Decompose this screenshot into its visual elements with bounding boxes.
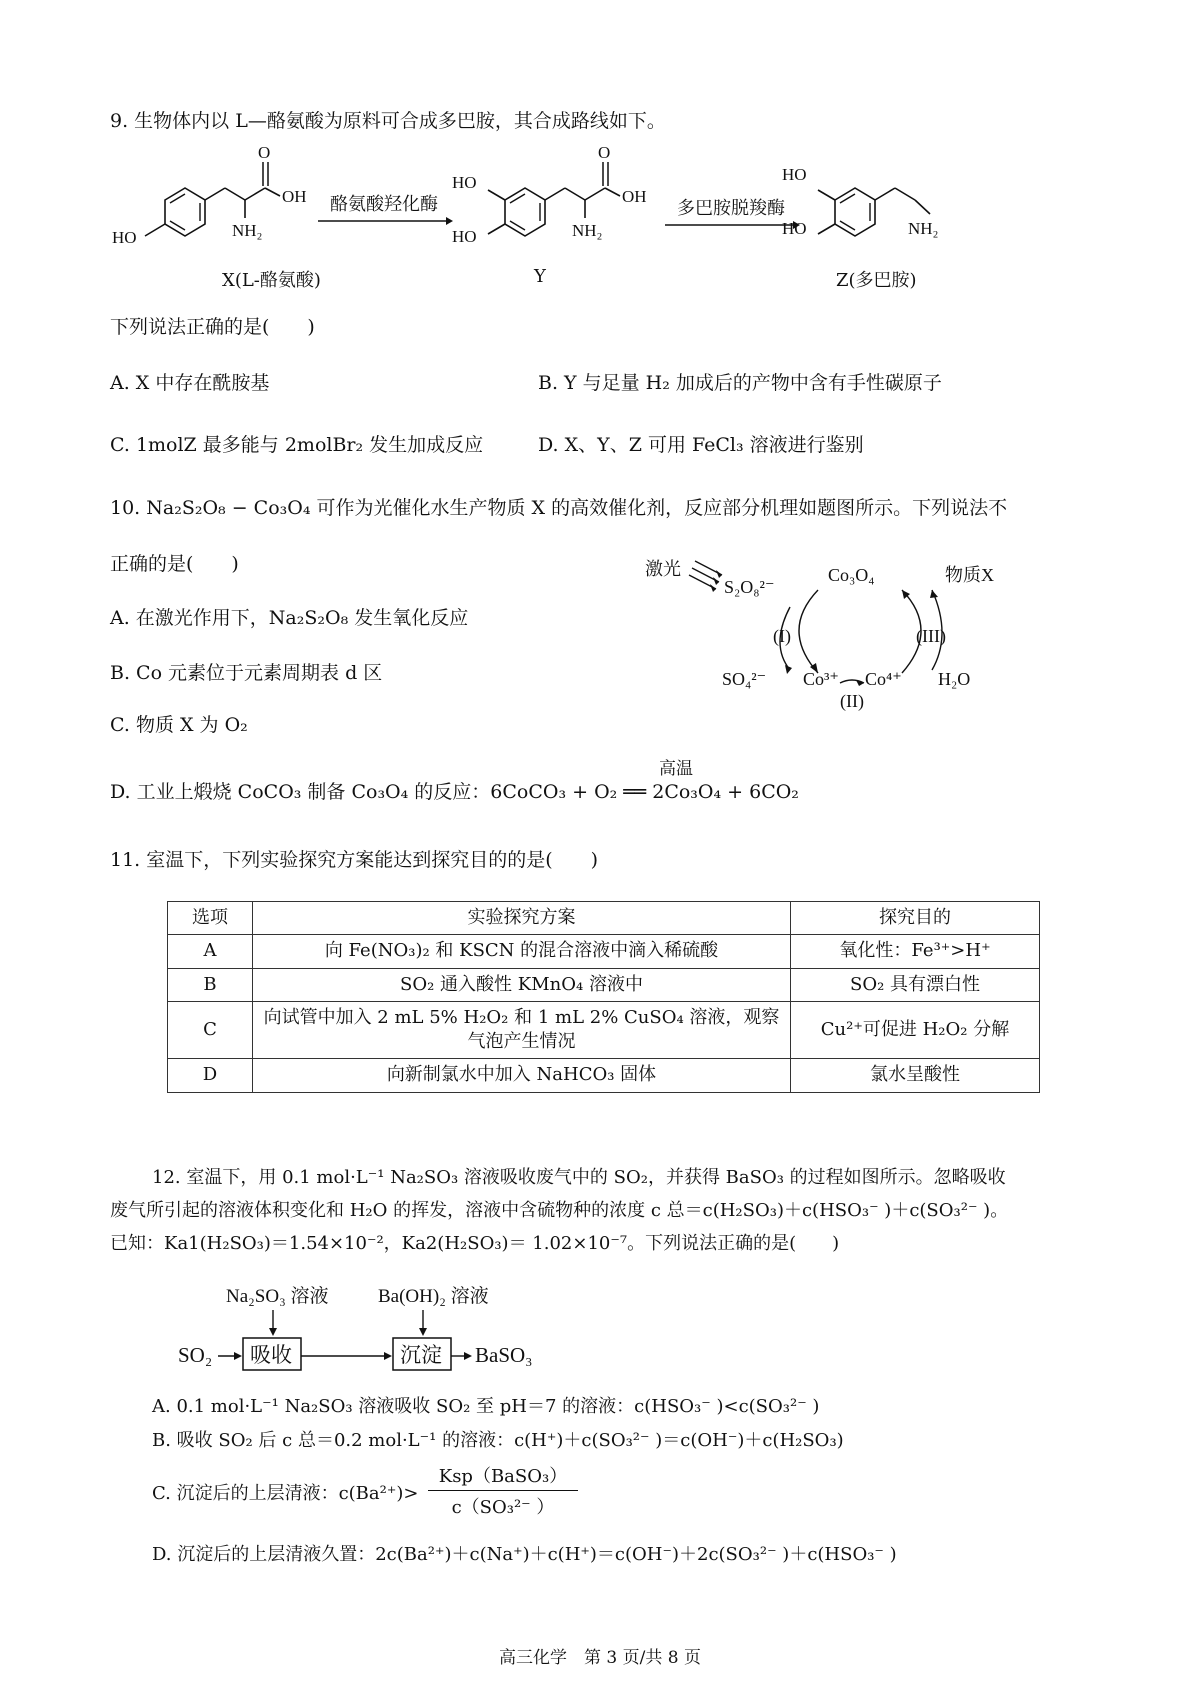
q12-option-b: B. 吸收 SO₂ 后 c 总＝0.2 mol·L⁻¹ 的溶液：c(H⁺)＋c(SO₃²⁻ )＝c(OH⁻)＋c(H₂SO₃) — [152, 1430, 844, 1451]
page-footer: 高三化学 第 3 页/共 8 页 — [499, 1648, 701, 1668]
z-nh2: NH₂ — [908, 219, 939, 238]
q12-option-c — [152, 1479, 418, 1505]
fraction-numerator: Ksp（BaSO₃） — [428, 1462, 578, 1491]
q12-option-c-prefix: C. 沉淀后的上层清液：c(Ba²⁺)> — [152, 1483, 419, 1504]
so2-label: SO₂ — [178, 1343, 213, 1367]
step3-label: (III) — [916, 626, 946, 646]
q9-option-d: D. X、Y、Z 可用 FeCl₃ 溶液进行鉴别 — [538, 434, 864, 456]
step1-label: (I) — [773, 626, 791, 646]
header-option: 选项 — [168, 902, 253, 935]
row-a-scheme: 向 Fe(NO₃)₂ 和 KSCN 的混合溶液中滴入稀硫酸 — [253, 935, 791, 968]
x-nh2: NH₂ — [232, 221, 263, 240]
h2o-label: H₂O — [938, 669, 971, 689]
q10-condition-label: 高温 — [659, 759, 693, 779]
z-ho-bottom: HO — [782, 219, 807, 238]
y-ho-bottom: HO — [452, 227, 477, 246]
x-oh: OH — [282, 187, 307, 206]
q9-option-b: B. Y 与足量 H₂ 加成后的产物中含有手性碳原子 — [538, 372, 942, 394]
q10-stem-line2: 正确的是( ) — [110, 553, 239, 575]
table-row — [168, 1001, 1040, 1059]
step2-label: (II) — [840, 691, 864, 711]
q9-option-a: A. X 中存在酰胺基 — [110, 372, 270, 394]
q12-option-d: D. 沉淀后的上层清液久置：2c(Ba²⁺)＋c(Na⁺)＋c(H⁺)＝c(OH⁻)＋2c(SO₃²⁻ )＋c(HSO₃⁻ ) — [152, 1544, 897, 1565]
label-z: Z(多巴胺) — [836, 270, 917, 291]
row-b-scheme: SO₂ 通入酸性 KMnO₄ 溶液中 — [253, 968, 791, 1001]
q9-prompt: 下列说法正确的是( ) — [110, 316, 315, 338]
row-c-option: C — [168, 1001, 253, 1059]
co4-label: Co⁴⁺ — [865, 669, 902, 689]
precipitate-box: 沉淀 — [400, 1343, 442, 1367]
q9-option-c: C. 1molZ 最多能与 2molBr₂ 发生加成反应 — [110, 434, 484, 456]
enzyme2-label: 多巴胺脱羧酶 — [677, 198, 785, 219]
q10-stem-line1: 10. Na₂S₂O₈ − Co₃O₄ 可作为光催化水生产物质 X 的高效催化剂，反应部分机理如题图所示。下列说法不 — [110, 497, 1008, 519]
q12-line3: 已知：Ka1(H₂SO₃)＝1.54×10⁻²，Ka2(H₂SO₃)＝ 1.02×10⁻⁷。下列说法正确的是( ) — [110, 1233, 840, 1254]
na2so3-label: Na₂SO₃ 溶液 — [226, 1286, 329, 1307]
table-row — [168, 1059, 1040, 1092]
row-c-purpose: Cu²⁺可促进 H₂O₂ 分解 — [791, 1001, 1040, 1059]
process-flow-diagram — [178, 1280, 618, 1385]
row-b-purpose: SO₂ 具有漂白性 — [791, 968, 1040, 1001]
header-scheme: 实验探究方案 — [253, 902, 791, 935]
molecule-y — [450, 140, 660, 265]
experiment-table — [167, 901, 1040, 1093]
x-ho: HO — [112, 228, 137, 247]
row-d-option: D — [168, 1059, 253, 1092]
row-c-scheme: 向试管中加入 2 mL 5% H₂O₂ 和 1 mL 2% CuSO₄ 溶液，观察气泡产生情况 — [253, 1001, 791, 1059]
table-header-row — [168, 902, 1040, 935]
q12-line1: 12. 室温下，用 0.1 mol·L⁻¹ Na₂SO₃ 溶液吸收废气中的 SO₂，并获得 BaSO₃ 的过程如图所示。忽略吸收 — [152, 1167, 1006, 1188]
label-x: X(L-酪氨酸) — [222, 270, 321, 291]
q12-option-a: A. 0.1 mol·L⁻¹ Na₂SO₃ 溶液吸收 SO₂ 至 pH＝7 的溶液：c(HSO₃⁻ )<c(SO₃²⁻ ) — [152, 1396, 820, 1417]
baso3-label: BaSO₃ — [475, 1343, 533, 1367]
absorb-box: 吸收 — [250, 1343, 292, 1367]
z-ho-top: HO — [782, 165, 807, 184]
molecule-x — [110, 140, 320, 265]
q11-stem: 11. 室温下，下列实验探究方案能达到探究目的的是( ) — [110, 849, 599, 871]
y-o: O — [598, 143, 611, 162]
row-a-purpose: 氧化性：Fe³⁺>H⁺ — [791, 935, 1040, 968]
q10-option-b: B. Co 元素位于元素周期表 d 区 — [110, 662, 383, 684]
row-a-option: A — [168, 935, 253, 968]
product-x-label: 物质X — [945, 565, 994, 585]
co3o4-label: Co₃O₄ — [828, 565, 875, 585]
enzyme1-label: 酪氨酸羟化酶 — [330, 194, 438, 215]
table-row — [168, 935, 1040, 968]
y-nh2: NH₂ — [572, 221, 603, 240]
q10-option-a: A. 在激光作用下，Na₂S₂O₈ 发生氧化反应 — [110, 607, 469, 629]
label-y: Y — [534, 266, 546, 287]
reaction-arrow-1 — [318, 214, 453, 228]
row-d-scheme: 向新制氯水中加入 NaHCO₃ 固体 — [253, 1059, 791, 1092]
q9-stem: 9. 生物体内以 L—酪氨酸为原料可合成多巴胺，其合成路线如下。 — [110, 110, 666, 132]
fraction-denominator: c（SO₃²⁻ ） — [451, 1497, 555, 1518]
baoh2-label: Ba(OH)₂ 溶液 — [378, 1286, 489, 1307]
y-ho-top: HO — [452, 173, 477, 192]
s2o8-label: S₂O₈²⁻ — [724, 577, 775, 597]
q10-option-d: D. 工业上煅烧 CoCO₃ 制备 Co₃O₄ 的反应：6CoCO₃ + O₂ ══ 2Co₃O₄ + 6CO₂ — [110, 781, 799, 803]
row-d-purpose: 氯水呈酸性 — [791, 1059, 1040, 1092]
row-b-option: B — [168, 968, 253, 1001]
so4-label: SO₄²⁻ — [722, 669, 767, 689]
header-purpose: 探究目的 — [791, 902, 1040, 935]
q12-line2: 废气所引起的溶液体积变化和 H₂O 的挥发，溶液中含硫物种的浓度 c 总＝c(H₂SO₃)＋c(HSO₃⁻ )＋c(SO₃²⁻ )。 — [110, 1200, 1009, 1221]
laser-label: 激光 — [645, 559, 681, 579]
x-o: O — [258, 143, 271, 162]
co3-label: Co³⁺ — [803, 669, 839, 689]
table-row — [168, 968, 1040, 1001]
q12-option-c-fraction — [428, 1462, 578, 1519]
molecule-z — [780, 150, 960, 265]
y-oh: OH — [622, 187, 647, 206]
catalytic-cycle-diagram — [640, 545, 1020, 725]
q10-option-c: C. 物质 X 为 O₂ — [110, 714, 248, 736]
